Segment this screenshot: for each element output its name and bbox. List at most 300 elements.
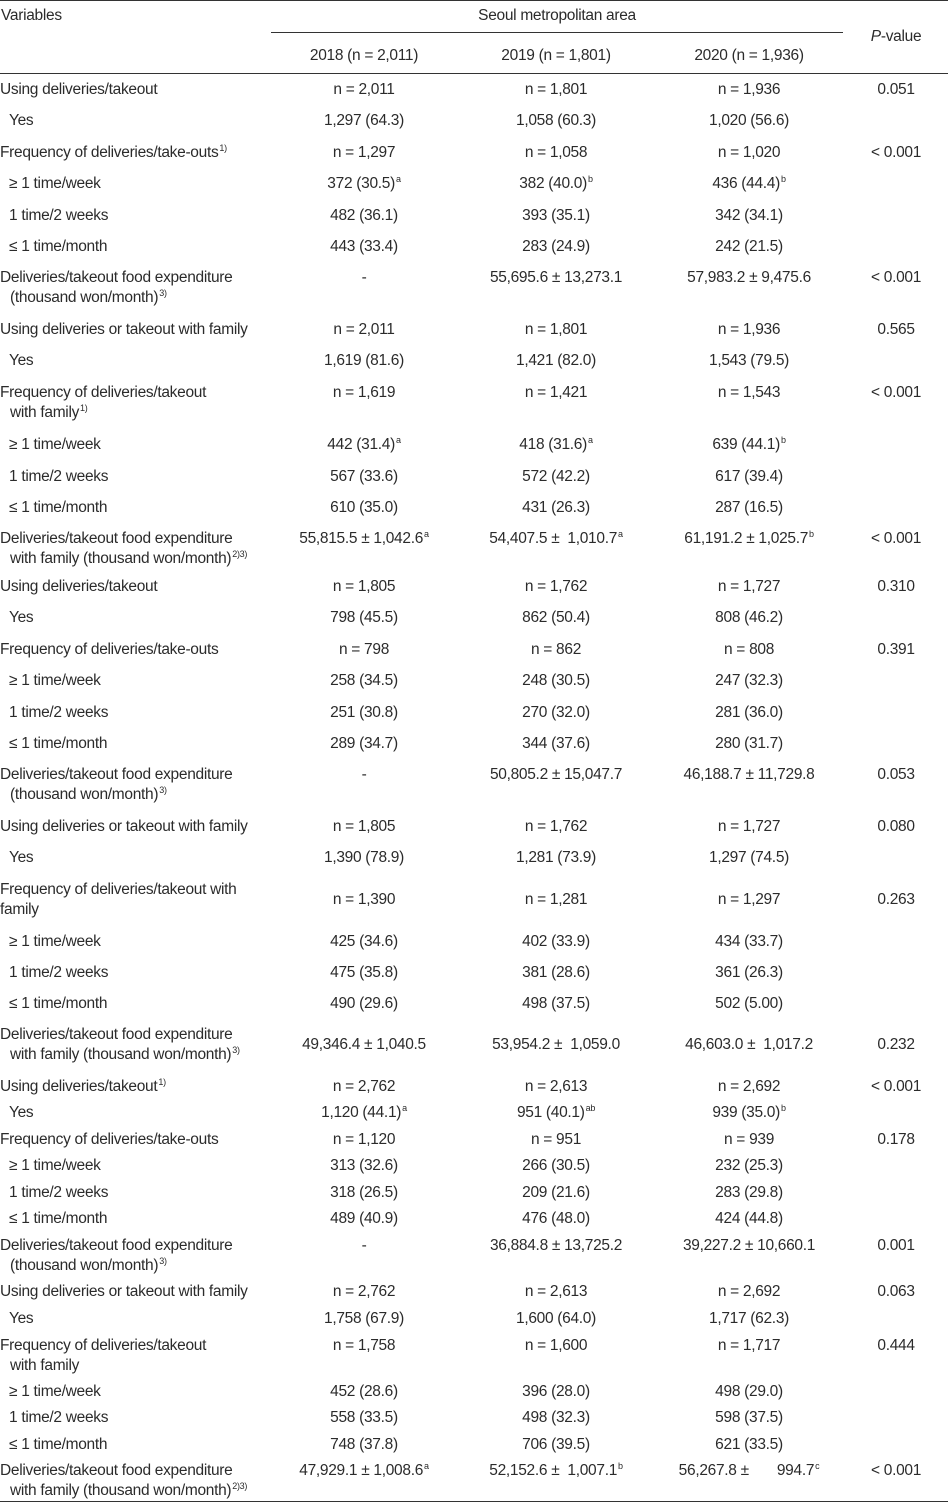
value-2020-cell [654,523,844,549]
table-row [0,429,948,461]
variable-footnote: 1) [219,142,227,153]
p-value-cell [844,1303,948,1309]
value-2020-text: n = 2,692 [717,1282,781,1300]
value-2018-cell [270,1150,458,1176]
value-2018-text: 558 (33.5) [330,1408,398,1426]
table-row [0,168,948,200]
table-row [0,1203,948,1230]
value-2018 [270,377,458,429]
value-2019-cell [458,1376,654,1402]
row-variable [0,1150,270,1177]
value-2019-text: n = 1,281 [524,890,588,908]
value-2018-text: n = 2,762 [332,1077,396,1095]
value-2018-cell [270,988,458,1014]
variable-cell [0,874,270,920]
value-2018-cell [270,1203,458,1229]
value-2020-text: n = 2,692 [717,1077,781,1095]
value-2020 [654,602,844,634]
p-value [844,1376,948,1402]
variable-cell [0,1071,270,1097]
variable-line1: ≥ 1 time/week [9,435,101,453]
value-2018-cell [270,842,458,868]
value-2019-cell [458,874,654,910]
value-2019 [458,926,654,957]
value-2018 [270,314,458,345]
value-2020-text: 1,717 (62.3) [709,1309,790,1327]
value-2018 [270,957,458,988]
p-value [844,74,948,105]
value-2019-cell [458,842,654,868]
table-row [0,1303,948,1330]
row-variable [0,523,270,571]
value-2018-cell [270,926,458,952]
p-value [844,926,948,957]
value-2018-text: n = 2,011 [333,320,395,338]
value-2020-text: 436 (44.4) [712,174,780,192]
p-value-cell [844,1230,948,1256]
row-variable [0,697,270,728]
variable-cell [0,1276,270,1302]
variable-cell [0,1455,270,1501]
value-2019-cell [458,200,654,226]
value-2020 [654,759,844,811]
table-row [0,1402,948,1429]
value-2020-cell [654,1455,844,1481]
variable-line1: ≥ 1 time/week [9,174,101,192]
value-2019-text: 431 (26.3) [522,498,590,516]
variable-footnote: 3) [159,784,167,795]
value-2018-cell [270,429,458,455]
value-2019-cell [458,461,654,487]
value-2018-text: n = 1,297 [332,143,396,161]
variable-cell [9,105,270,131]
p-value-cell [844,602,948,608]
p-value [844,1402,948,1429]
value-2019-cell [458,1230,654,1256]
value-2019-superscript: a [618,528,623,539]
value-2019-cell [458,105,654,131]
value-2018-cell [270,811,458,837]
p-value-text: < 0.001 [871,143,922,161]
value-2020-text: 498 (29.0) [715,1382,783,1400]
variable-line1: ≥ 1 time/week [9,932,101,950]
value-2019-cell [458,602,654,628]
value-2020 [654,1402,844,1429]
p-value [844,1150,948,1177]
value-2018 [270,1455,458,1502]
row-variable [0,811,270,842]
table-row [0,1230,948,1276]
variable-cell [9,429,270,455]
value-2019-text: 1,281 (73.9) [516,848,596,866]
p-value-text: < 0.001 [871,1077,922,1095]
row-variable [0,461,270,492]
p-value [844,1203,948,1230]
p-value-cell [844,1429,948,1435]
value-2018-text: n = 2,011 [333,81,395,98]
value-2019-cell [458,1330,654,1356]
row-variable [0,602,270,634]
value-2019 [458,811,654,842]
variable-line1: Deliveries/takeout food expenditure [0,529,233,547]
variable-line1: 1 time/2 weeks [9,1408,109,1426]
value-2020-text: 56,267.8 ± 994.7 [678,1461,815,1479]
value-2019-text: 381 (28.6) [522,963,590,981]
value-2018-cell [270,1376,458,1402]
row-variable [0,842,270,874]
variable-cell [9,492,270,518]
value-2020-text: 617 (39.4) [715,467,783,485]
value-2020-cell [654,571,844,597]
value-2019-text: 270 (32.0) [522,703,590,721]
value-2018 [270,1376,458,1402]
value-2018-text: n = 1,758 [332,1336,396,1354]
row-variable [0,1071,270,1097]
p-value [844,665,948,697]
table-row [0,842,948,874]
value-2018-text: 443 (33.4) [330,237,398,255]
value-2018 [270,168,458,200]
p-value-text: < 0.001 [871,383,922,401]
table-row [0,665,948,697]
p-value-cell [844,926,948,932]
value-2020 [654,926,844,957]
header-group-label: Seoul metropolitan area [271,7,843,33]
variable-cell [0,571,270,597]
value-2018-cell [270,665,458,691]
value-2018 [270,200,458,231]
variable-line1: Yes [9,351,34,369]
value-2018-cell [270,1124,458,1150]
value-2018 [270,811,458,842]
value-2020-text: 61,191.2 ± 1,025.7 [684,529,809,547]
variable-cell [0,137,270,163]
value-2020-cell [654,1097,844,1123]
value-2018 [270,728,458,759]
value-2020-text: 621 (33.5) [715,1435,783,1453]
value-2018-text: 49,346.4 ± 1,040.5 [302,1035,426,1053]
value-2019-cell [458,1303,654,1329]
value-2018 [270,1402,458,1429]
value-2018-text: - [361,268,367,286]
value-2019 [458,137,654,168]
value-2019-cell [458,759,654,785]
variable-cell [9,988,270,1014]
value-2018-text: n = 1,390 [332,890,396,908]
value-2019 [458,345,654,377]
table-row [0,634,948,665]
p-value-cell [844,429,948,435]
variable-line1: Frequency of deliveries/takeout [0,383,207,401]
value-2020-cell [654,200,844,226]
value-2020-cell [654,1177,844,1203]
variable-line1: 1 time/2 weeks [9,703,109,721]
value-2019 [458,759,654,811]
value-2019-cell [458,492,654,518]
table-row [0,1330,948,1376]
value-2020-cell [654,1150,844,1176]
value-2020-cell [654,492,844,518]
value-2018 [270,634,458,665]
variable-cell [9,728,270,754]
value-2020-cell [654,231,844,257]
table-row [0,1124,948,1150]
value-2018 [270,1071,458,1097]
value-2019-cell [458,262,654,288]
header-2020: 2020 (n = 1,936) [654,39,844,74]
table-row [0,105,948,137]
table-row [0,957,948,988]
variable-footnote: 3) [159,287,167,298]
value-2019-text: n = 1,801 [524,320,588,338]
value-2018-text: - [361,765,367,783]
value-2019-text: n = 1,801 [524,81,588,98]
value-2020-cell [654,377,844,403]
value-2018-text: 748 (37.8) [330,1435,398,1453]
variable-line1: Frequency of deliveries/take-outs [0,143,219,161]
value-2018-text: 318 (26.5) [330,1183,398,1201]
value-2018 [270,1429,458,1455]
value-2018 [270,988,458,1019]
value-2020-text: n = 1,727 [717,817,781,835]
table-row [0,1177,948,1203]
value-2020-text: n = 1,543 [717,383,781,401]
value-2020-text: 502 (5.00) [715,994,783,1012]
value-2020-text: 280 (31.7) [715,734,783,752]
variable-line1: Yes [9,111,34,129]
row-variable [0,988,270,1019]
value-2019-cell [458,1071,654,1097]
row-variable [0,1276,270,1303]
value-2020 [654,200,844,231]
value-2020-cell [654,345,844,371]
row-variable [0,634,270,665]
value-2020-cell [654,1402,844,1428]
value-2019-text: 396 (28.0) [522,1382,590,1400]
value-2018-cell [270,634,458,660]
value-2020-text: n = 1,936 [717,320,781,338]
p-value-cell [844,1177,948,1183]
p-value [844,1071,948,1097]
value-2018-cell [270,1455,458,1481]
value-2019 [458,697,654,728]
table-row [0,926,948,957]
value-2018-cell [270,314,458,340]
variable-line1: Yes [9,848,34,866]
table-row [0,137,948,168]
value-2019 [458,1330,654,1376]
value-2020-text: 287 (16.5) [715,498,783,516]
value-2018 [270,461,458,492]
header-p-italic: P [870,28,881,45]
value-2019-text: 402 (33.9) [522,932,590,950]
p-value [844,1455,948,1502]
table-row [0,1071,948,1097]
value-2018-text: 47,929.1 ± 1,008.6 [299,1461,424,1479]
row-variable [0,1429,270,1455]
value-2019-text: n = 951 [530,1130,582,1148]
value-2019-text: 209 (21.6) [522,1183,590,1201]
value-2019 [458,429,654,461]
table-row [0,74,948,105]
value-2020-text: 1,020 (56.6) [709,111,790,129]
value-2019-text: n = 862 [530,640,582,658]
table-row [0,262,948,314]
value-2020-text: 39,227.2 ± 10,660.1 [682,1236,816,1254]
p-value-text: 0.444 [877,1336,915,1354]
p-value [844,759,948,811]
table-row [0,461,948,492]
value-2018 [270,1177,458,1203]
variable-cell [9,1376,270,1402]
p-value [844,728,948,759]
p-value [844,1429,948,1455]
value-2018-cell [270,571,458,597]
value-2020-text: 424 (44.8) [715,1209,783,1227]
row-variable [0,429,270,461]
value-2019 [458,1124,654,1150]
value-2019-cell [458,137,654,163]
p-value-cell [844,1330,948,1356]
value-2018 [270,1150,458,1177]
variable-line2: (thousand won/month)$^{3)}$ [10,1255,167,1274]
value-2018-text: 475 (35.8) [330,963,398,981]
value-2020-cell [654,842,844,868]
row-variable [0,1230,270,1276]
value-2019-cell [458,1455,654,1481]
variable-line1: Deliveries/takeout food expenditure [0,268,233,286]
value-2018-cell [270,461,458,487]
p-value-cell [844,1203,948,1209]
value-2020 [654,1203,844,1230]
value-2019-cell [458,665,654,691]
variable-line1: Frequency of deliveries/takeout [0,1336,207,1354]
variable-line2: with family (thousand won/month)$^{2)3)}$ [10,548,248,567]
value-2018 [270,1019,458,1071]
p-value [844,1330,948,1376]
row-variable [0,874,270,926]
value-2018-cell [270,262,458,288]
row-variable [0,1124,270,1150]
variable-line1: Deliveries/takeout food expenditure [0,1236,233,1254]
table-row [0,571,948,602]
variable-cell [0,377,270,423]
value-2019 [458,1177,654,1203]
value-2020 [654,492,844,523]
value-2019 [458,1455,654,1502]
variable-line1: Yes [9,1309,34,1327]
value-2019-cell [458,1019,654,1055]
variable-line1: ≥ 1 time/week [9,671,101,689]
variable-line1: Using deliveries or takeout with family [0,817,248,835]
p-value [844,571,948,602]
value-2019 [458,728,654,759]
p-value [844,874,948,926]
value-2019 [458,602,654,634]
header-variables: Variables [0,1,270,74]
value-2020-text: 939 (35.0) [712,1103,780,1121]
p-value-cell [844,345,948,351]
value-2018 [270,759,458,811]
value-2020 [654,461,844,492]
value-2019 [458,74,654,105]
value-2019-text: 248 (30.5) [522,671,590,689]
p-value [844,137,948,168]
variable-cell [0,523,270,569]
value-2019-cell [458,429,654,455]
p-value [844,200,948,231]
value-2020-text: 598 (37.5) [715,1408,783,1426]
value-2019-text: 36,884.8 ± 13,725.2 [489,1236,623,1254]
p-value [844,811,948,842]
p-value-cell [844,1124,948,1150]
value-2020-cell [654,74,844,100]
table-row [0,811,948,842]
variable-cell [9,345,270,371]
table-row [0,345,948,377]
value-2020 [654,957,844,988]
value-2020 [654,429,844,461]
variable-line1: Deliveries/takeout food expenditure [0,1025,233,1043]
value-2020-cell [654,314,844,340]
value-2018-cell [270,697,458,723]
p-value-cell [844,231,948,237]
value-2018-cell [270,728,458,754]
value-2019-text: 862 (50.4) [522,608,590,626]
p-value [844,1303,948,1330]
value-2018-text: n = 1,619 [332,383,396,401]
table-row [0,728,948,759]
row-variable [0,665,270,697]
value-2020-cell [654,1303,844,1329]
variable-footnote: 1) [158,1076,166,1087]
value-2020 [654,74,844,105]
value-2020-cell [654,137,844,163]
value-2019-cell [458,697,654,723]
value-2018-text: - [361,1236,367,1254]
table-body [0,74,948,1502]
p-value-cell [844,105,948,111]
value-2018-text: 567 (33.6) [330,467,398,485]
variable-line1: ≥ 1 time/week [9,1156,101,1174]
p-value-text: 0.391 [877,640,915,658]
value-2018-text: 313 (32.6) [330,1156,398,1174]
p-value-cell [844,523,948,549]
p-value-cell [844,262,948,288]
value-2018-cell [270,1429,458,1455]
value-2019-text: n = 2,613 [524,1077,588,1095]
table-row [0,200,948,231]
value-2020-text: n = 1,297 [717,890,781,908]
p-value-cell [844,1276,948,1302]
value-2020-cell [654,634,844,660]
variable-line1: ≤ 1 time/month [9,1435,108,1453]
value-2020-superscript: c [815,1460,820,1471]
p-value-cell [844,492,948,498]
p-value-cell [844,168,948,174]
value-2019 [458,1019,654,1071]
value-2018-text: 1,297 (64.3) [324,111,404,129]
variable-line1: ≤ 1 time/month [9,994,108,1012]
value-2020 [654,665,844,697]
p-value-text: 0.080 [877,817,915,835]
value-2018-cell [270,1276,458,1302]
value-2018-cell [270,523,458,549]
variable-line1: ≤ 1 time/month [9,1209,108,1227]
value-2019-text: 283 (24.9) [522,237,590,255]
p-value [844,1230,948,1276]
variable-line1: Deliveries/takeout food expenditure [0,765,233,783]
